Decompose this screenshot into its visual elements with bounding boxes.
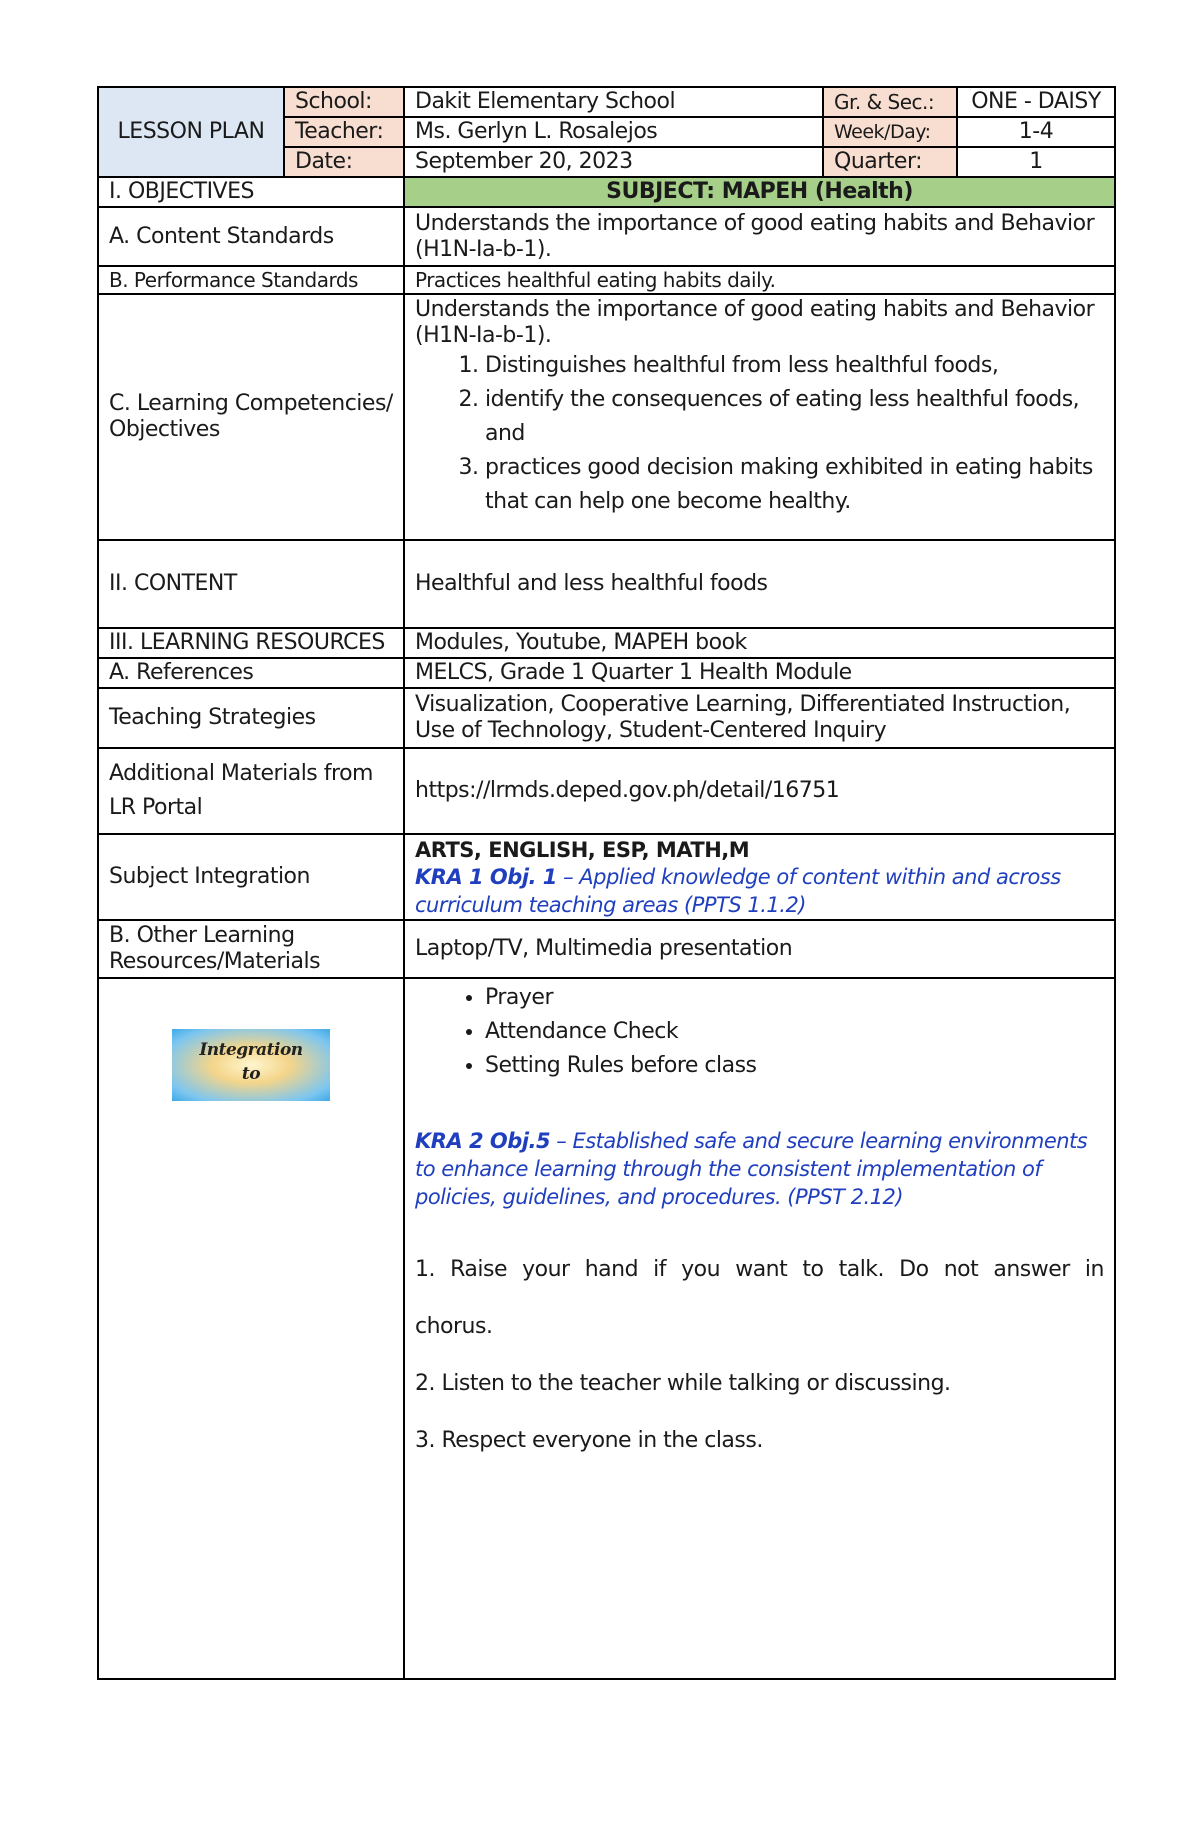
strategies-label: Teaching Strategies xyxy=(98,688,404,748)
teacher-value: Ms. Gerlyn L. Rosalejos xyxy=(404,117,823,147)
integration-image-text: Integration xyxy=(199,1040,303,1060)
competencies-cell xyxy=(404,294,1115,540)
school-value: Dakit Elementary School xyxy=(404,87,823,117)
content-standards-label: A. Content Standards xyxy=(98,207,404,266)
kra-2-text: – Established safe and secure learning environments to enhance learning through the consistent implementation of policies, guidelines, and procedures. (PPST 2.12) xyxy=(415,1129,1088,1209)
date-label: Date: xyxy=(284,147,404,177)
grade-value: ONE - DAISY xyxy=(957,87,1115,117)
additional-materials-label: Additional Materials from LR Portal xyxy=(98,748,404,834)
routine-item: • Prayer xyxy=(485,981,1104,1015)
other-resources-label: B. Other Learning Resources/Materials xyxy=(98,920,404,978)
references-text: MELCS, Grade 1 Quarter 1 Health Module xyxy=(404,658,1115,688)
content-text: Healthful and less healthful foods xyxy=(404,540,1115,628)
routine-list xyxy=(415,981,1104,1083)
teacher-label: Teacher: xyxy=(284,117,404,147)
competencies-list xyxy=(415,349,1104,519)
kra-1-code: KRA 1 Obj. 1 xyxy=(415,865,557,889)
rule-item: chorus. xyxy=(415,1314,493,1339)
references-label: A. References xyxy=(98,658,404,688)
routine-item: • Attendance Check xyxy=(485,1015,1104,1049)
routine-item: • Setting Rules before class xyxy=(485,1049,1104,1083)
learning-resources-text: Modules, Youtube, MAPEH book xyxy=(404,628,1115,658)
school-label: School: xyxy=(284,87,404,117)
integration-kra xyxy=(415,863,1104,919)
integration-image xyxy=(172,1029,330,1101)
strategies-text: Visualization, Cooperative Learning, Differentiated Instruction, Use of Technology, Student-Centered Inquiry xyxy=(404,688,1115,748)
date-value: September 20, 2023 xyxy=(404,147,823,177)
subject-banner: SUBJECT: MAPEH (Health) xyxy=(404,177,1115,207)
rule-item: 3. Respect everyone in the class. xyxy=(415,1428,763,1453)
rule-item: 1. Raise your hand if you want to talk. Do not answer in xyxy=(415,1257,1104,1282)
week-label: Week/Day: xyxy=(823,117,957,147)
learning-resources-label: III. LEARNING RESOURCES xyxy=(98,628,404,658)
rule-item: 2. Listen to the teacher while talking or discussing. xyxy=(415,1371,951,1396)
competency-item: 2. identify the consequences of eating less healthful foods, and xyxy=(485,383,1104,451)
other-resources-text: Laptop/TV, Multimedia presentation xyxy=(404,920,1115,978)
objectives-label: I. OBJECTIVES xyxy=(98,177,404,207)
competencies-intro: Understands the importance of good eating habits and Behavior (H1N-Ia-b-1). xyxy=(415,297,1095,348)
lesson-plan-title: LESSON PLAN xyxy=(98,87,284,177)
performance-standards-label: B. Performance Standards xyxy=(98,266,404,294)
content-label: II. CONTENT xyxy=(98,540,404,628)
procedure-image-cell xyxy=(98,978,404,1679)
integration-subjects: ARTS, ENGLISH, ESP, MATH,M xyxy=(415,838,750,862)
procedure-cell xyxy=(404,978,1115,1679)
additional-materials-link[interactable]: https://lrmds.deped.gov.ph/detail/16751 xyxy=(404,748,1115,834)
competencies-label: C. Learning Competencies/ Objectives xyxy=(98,294,404,540)
class-rules xyxy=(415,1241,1104,1469)
quarter-value: 1 xyxy=(957,147,1115,177)
kra-2-code: KRA 2 Obj.5 xyxy=(415,1129,551,1153)
content-standards-text: Understands the importance of good eating habits and Behavior (H1N-Ia-b-1). xyxy=(404,207,1115,266)
performance-standards-text: Practices healthful eating habits daily. xyxy=(404,266,1115,294)
week-value: 1-4 xyxy=(957,117,1115,147)
quarter-label: Quarter: xyxy=(823,147,957,177)
integration-image-text: to xyxy=(241,1064,261,1084)
kra-1-text: – Applied knowledge of content within and across curriculum teaching areas (PPTS 1.1.2) xyxy=(415,865,1061,917)
competency-item: 1. Distinguishes healthful from less healthful foods, xyxy=(485,349,1104,383)
integration-label: Subject Integration xyxy=(98,834,404,920)
integration-cell xyxy=(404,834,1115,920)
procedure-kra xyxy=(415,1127,1104,1211)
lesson-plan-table xyxy=(97,86,1116,1680)
competency-item: 3. practices good decision making exhibited in eating habits that can help one become healthy. xyxy=(485,451,1104,519)
grade-label: Gr. & Sec.: xyxy=(823,87,957,117)
